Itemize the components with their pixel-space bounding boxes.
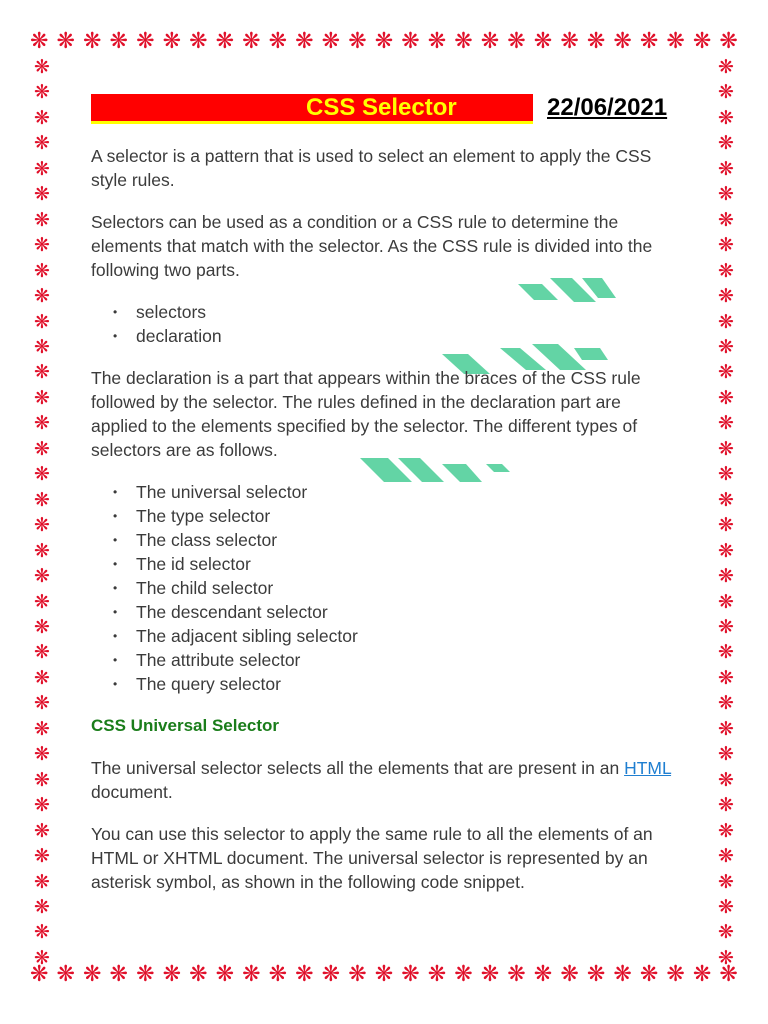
asterisk-star-icon: ❋ — [34, 386, 50, 409]
border-left — [30, 58, 54, 968]
asterisk-star-icon: ❋ — [718, 717, 734, 740]
asterisk-star-icon: ❋ — [34, 310, 50, 333]
asterisk-star-icon: ❋ — [34, 157, 50, 180]
asterisk-star-icon: ❋ — [639, 29, 659, 54]
asterisk-star-icon: ❋ — [34, 921, 50, 944]
list-item: • The child selector — [136, 576, 681, 600]
asterisk-star-icon: ❋ — [718, 56, 734, 78]
asterisk-star-icon: ❋ — [718, 641, 734, 664]
asterisk-star-icon: ❋ — [427, 962, 447, 987]
asterisk-star-icon: ❋ — [34, 768, 50, 791]
asterisk-star-icon: ❋ — [718, 921, 734, 944]
asterisk-star-icon: ❋ — [666, 29, 685, 54]
asterisk-star-icon: ❋ — [34, 488, 50, 511]
asterisk-star-icon: ❋ — [718, 234, 734, 257]
asterisk-star-icon: ❋ — [718, 514, 734, 537]
asterisk-star-icon: ❋ — [718, 463, 734, 486]
asterisk-star-icon: ❋ — [30, 29, 49, 54]
asterisk-star-icon: ❋ — [242, 29, 261, 54]
asterisk-star-icon: ❋ — [560, 29, 579, 54]
asterisk-star-icon: ❋ — [321, 29, 341, 54]
asterisk-star-icon: ❋ — [718, 666, 734, 689]
asterisk-star-icon: ❋ — [718, 819, 734, 842]
asterisk-star-icon: ❋ — [189, 29, 208, 54]
asterisk-star-icon: ❋ — [34, 819, 50, 842]
list-item: • The class selector — [136, 528, 681, 552]
asterisk-star-icon: ❋ — [718, 794, 734, 817]
asterisk-star-icon: ❋ — [34, 335, 50, 358]
asterisk-star-icon: ❋ — [586, 962, 606, 987]
asterisk-star-icon: ❋ — [586, 29, 606, 54]
asterisk-star-icon: ❋ — [666, 962, 685, 987]
list-item: • The descendant selector — [136, 600, 681, 624]
html-link[interactable]: HTML — [624, 758, 672, 778]
asterisk-star-icon: ❋ — [718, 743, 734, 766]
asterisk-star-icon: ❋ — [268, 29, 288, 54]
asterisk-star-icon: ❋ — [34, 437, 50, 460]
list-item: • The query selector — [136, 672, 681, 696]
asterisk-star-icon: ❋ — [401, 962, 420, 987]
asterisk-star-icon: ❋ — [34, 590, 50, 613]
asterisk-star-icon: ❋ — [83, 962, 102, 987]
asterisk-star-icon: ❋ — [692, 962, 712, 987]
asterisk-star-icon: ❋ — [295, 962, 314, 987]
asterisk-star-icon: ❋ — [718, 132, 734, 155]
list-item: • The id selector — [136, 552, 681, 576]
universal-text-after: document. — [91, 782, 173, 802]
asterisk-star-icon: ❋ — [34, 106, 50, 129]
parts-list — [91, 300, 681, 348]
asterisk-star-icon: ❋ — [34, 81, 50, 104]
asterisk-star-icon: ❋ — [162, 962, 182, 987]
border-top — [30, 30, 738, 54]
asterisk-star-icon: ❋ — [34, 717, 50, 740]
asterisk-star-icon: ❋ — [454, 962, 473, 987]
asterisk-star-icon: ❋ — [427, 29, 447, 54]
asterisk-star-icon: ❋ — [613, 29, 632, 54]
asterisk-star-icon: ❋ — [109, 29, 128, 54]
asterisk-star-icon: ❋ — [374, 962, 394, 987]
asterisk-star-icon: ❋ — [718, 285, 734, 308]
list-item: • declaration — [136, 324, 681, 348]
asterisk-star-icon: ❋ — [507, 962, 526, 987]
list-item: • selectors — [136, 300, 681, 324]
asterisk-star-icon: ❋ — [507, 29, 526, 54]
asterisk-star-icon: ❋ — [718, 183, 734, 206]
asterisk-star-icon: ❋ — [718, 259, 734, 282]
asterisk-star-icon: ❋ — [718, 615, 734, 638]
asterisk-star-icon: ❋ — [136, 962, 155, 987]
asterisk-star-icon: ❋ — [719, 962, 738, 987]
asterisk-star-icon: ❋ — [639, 962, 659, 987]
selector-types-list — [91, 480, 681, 696]
asterisk-star-icon: ❋ — [34, 56, 50, 78]
asterisk-star-icon: ❋ — [348, 962, 367, 987]
list-item: • The type selector — [136, 504, 681, 528]
asterisk-star-icon: ❋ — [34, 845, 50, 868]
asterisk-star-icon: ❋ — [480, 29, 500, 54]
asterisk-star-icon: ❋ — [56, 962, 75, 987]
asterisk-star-icon: ❋ — [34, 361, 50, 384]
list-item: • The attribute selector — [136, 648, 681, 672]
asterisk-star-icon: ❋ — [718, 946, 734, 969]
asterisk-star-icon: ❋ — [533, 962, 553, 987]
asterisk-star-icon: ❋ — [34, 870, 50, 893]
asterisk-star-icon: ❋ — [401, 29, 420, 54]
asterisk-star-icon: ❋ — [34, 183, 50, 206]
asterisk-star-icon: ❋ — [718, 565, 734, 588]
universal-paragraph-1 — [91, 756, 681, 804]
asterisk-star-icon: ❋ — [718, 106, 734, 129]
asterisk-star-icon: ❋ — [348, 29, 367, 54]
asterisk-star-icon: ❋ — [718, 692, 734, 715]
asterisk-star-icon: ❋ — [718, 157, 734, 180]
asterisk-star-icon: ❋ — [34, 539, 50, 562]
asterisk-star-icon: ❋ — [718, 870, 734, 893]
asterisk-star-icon: ❋ — [83, 29, 102, 54]
asterisk-star-icon: ❋ — [692, 29, 712, 54]
asterisk-star-icon: ❋ — [34, 743, 50, 766]
asterisk-star-icon: ❋ — [34, 666, 50, 689]
asterisk-star-icon: ❋ — [215, 962, 235, 987]
intro-paragraph: A selector is a pattern that is used to select an element to apply the CSS style rules. — [91, 146, 652, 190]
asterisk-star-icon: ❋ — [718, 361, 734, 384]
asterisk-star-icon: ❋ — [295, 29, 314, 54]
asterisk-star-icon: ❋ — [613, 962, 632, 987]
asterisk-star-icon: ❋ — [242, 962, 261, 987]
asterisk-star-icon: ❋ — [718, 539, 734, 562]
asterisk-star-icon: ❋ — [718, 412, 734, 435]
asterisk-star-icon: ❋ — [215, 29, 235, 54]
asterisk-star-icon: ❋ — [162, 29, 182, 54]
page-date: 22/06/2021 — [547, 94, 668, 121]
asterisk-star-icon: ❋ — [533, 29, 553, 54]
asterisk-star-icon: ❋ — [718, 386, 734, 409]
asterisk-star-icon: ❋ — [30, 962, 49, 987]
list-item: • The adjacent sibling selector — [136, 624, 681, 648]
universal-paragraph-2: You can use this selector to apply the same rule to all the elements of an HTML or XHTML document. The universal selector is represented by an asterisk symbol, as shown in the following code snippet. — [91, 824, 653, 892]
asterisk-star-icon: ❋ — [34, 412, 50, 435]
universal-selector-heading: CSS Universal Selector — [91, 716, 280, 735]
asterisk-star-icon: ❋ — [34, 132, 50, 155]
asterisk-star-icon: ❋ — [34, 615, 50, 638]
asterisk-star-icon: ❋ — [34, 641, 50, 664]
asterisk-star-icon: ❋ — [268, 962, 288, 987]
asterisk-star-icon: ❋ — [34, 565, 50, 588]
asterisk-star-icon: ❋ — [34, 946, 50, 969]
asterisk-star-icon: ❋ — [34, 208, 50, 231]
asterisk-star-icon: ❋ — [718, 768, 734, 791]
asterisk-star-icon: ❋ — [718, 845, 734, 868]
asterisk-star-icon: ❋ — [718, 310, 734, 333]
border-bottom — [30, 963, 738, 987]
border-right — [714, 58, 738, 968]
asterisk-star-icon: ❋ — [34, 514, 50, 537]
asterisk-star-icon: ❋ — [718, 488, 734, 511]
asterisk-star-icon: ❋ — [480, 962, 500, 987]
asterisk-star-icon: ❋ — [189, 962, 208, 987]
asterisk-star-icon: ❋ — [34, 234, 50, 257]
asterisk-star-icon: ❋ — [454, 29, 473, 54]
list-item: • The universal selector — [136, 480, 681, 504]
selectors-usage-paragraph: Selectors can be used as a condition or a CSS rule to determine the elements that match with the selector. As the CSS rule is divided into the following two parts. — [91, 212, 653, 280]
asterisk-star-icon: ❋ — [718, 81, 734, 104]
document-body — [91, 144, 681, 912]
asterisk-star-icon: ❋ — [718, 335, 734, 358]
asterisk-star-icon: ❋ — [718, 590, 734, 613]
asterisk-star-icon: ❋ — [34, 692, 50, 715]
asterisk-star-icon: ❋ — [719, 29, 738, 54]
asterisk-star-icon: ❋ — [56, 29, 75, 54]
declaration-paragraph: The declaration is a part that appears within the braces of the CSS rule followed by the selector. The rules defined in the declaration part are applied to the elements specified by the selector. The different types of selectors are as follows. — [91, 368, 641, 460]
asterisk-star-icon: ❋ — [321, 962, 341, 987]
asterisk-star-icon: ❋ — [718, 437, 734, 460]
asterisk-star-icon: ❋ — [109, 962, 128, 987]
page-title: CSS Selector — [306, 94, 457, 121]
asterisk-star-icon: ❋ — [34, 895, 50, 918]
asterisk-star-icon: ❋ — [718, 895, 734, 918]
asterisk-star-icon: ❋ — [718, 208, 734, 231]
asterisk-star-icon: ❋ — [374, 29, 394, 54]
universal-text-before: The universal selector selects all the elements that are present in an — [91, 758, 625, 778]
asterisk-star-icon: ❋ — [560, 962, 579, 987]
asterisk-star-icon: ❋ — [34, 794, 50, 817]
asterisk-star-icon: ❋ — [136, 29, 155, 54]
asterisk-star-icon: ❋ — [34, 463, 50, 486]
asterisk-star-icon: ❋ — [34, 259, 50, 282]
asterisk-star-icon: ❋ — [34, 285, 50, 308]
